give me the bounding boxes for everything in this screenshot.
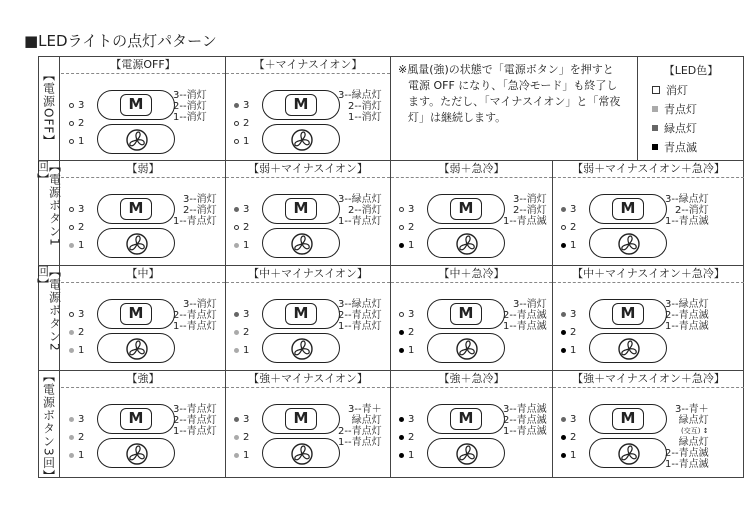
led-level-label: 3 xyxy=(570,309,577,320)
led-status-description xyxy=(503,194,547,227)
led-dot-icon xyxy=(561,243,566,248)
led-indicator-3 xyxy=(561,204,576,215)
led-indicator-2 xyxy=(234,118,249,129)
cell-header: 【強＋マイナスイオン】 xyxy=(226,370,390,388)
cell-header: 【強＋マイナスイオン＋急冷】 xyxy=(553,370,744,388)
led-indicator-3 xyxy=(234,309,249,320)
fan-button xyxy=(262,333,340,363)
mode-button xyxy=(589,194,667,224)
led-indicator-2 xyxy=(69,327,84,338)
led-indicator-3 xyxy=(561,414,576,425)
led-status-line: 3--緑点灯 xyxy=(338,90,382,101)
led-indicator-1 xyxy=(399,450,414,461)
led-dot-icon xyxy=(234,121,239,126)
fan-button xyxy=(97,124,175,154)
pattern-cell xyxy=(226,56,390,160)
pattern-cell xyxy=(226,265,390,370)
led-status-line: 1--青点灯 xyxy=(173,426,217,437)
led-level-label: 2 xyxy=(78,118,85,129)
led-level-label: 2 xyxy=(570,222,577,233)
led-dot-icon xyxy=(652,125,658,131)
pattern-cell xyxy=(226,370,390,478)
led-status-line: 3--消灯 xyxy=(513,299,547,310)
fan-button xyxy=(589,333,667,363)
led-indicator-1 xyxy=(69,345,84,356)
led-status-line: 2--青点滅 xyxy=(665,310,709,321)
fan-button xyxy=(262,438,340,468)
led-level-label: 3 xyxy=(243,309,250,320)
led-level-label: 3 xyxy=(408,204,415,215)
led-dot-icon xyxy=(234,207,239,212)
led-dot-icon xyxy=(69,103,74,108)
led-dot-icon xyxy=(69,225,74,230)
cell-header: 【弱＋急冷】 xyxy=(391,160,552,178)
led-indicator-1 xyxy=(561,240,576,251)
led-level-label: 2 xyxy=(570,327,577,338)
pattern-cell xyxy=(61,370,225,478)
pattern-cell xyxy=(391,160,552,265)
led-dot-icon xyxy=(561,207,566,212)
led-dot-icon xyxy=(234,103,239,108)
led-status-line: 3--青＋ xyxy=(348,404,382,415)
led-indicator-1 xyxy=(69,450,84,461)
mode-button-label: M xyxy=(285,408,317,430)
mode-button-label: M xyxy=(450,408,482,430)
legend-item-blink: 青点滅 xyxy=(652,139,697,155)
led-level-label: 3 xyxy=(78,309,85,320)
led-level-label: 1 xyxy=(570,240,577,251)
cell-header: 【中＋マイナスイオン＋急冷】 xyxy=(553,265,744,283)
led-status-line: 3--青＋ xyxy=(675,404,709,415)
led-status-line: 1--青点滅 xyxy=(665,321,709,332)
mode-button-label: M xyxy=(120,408,152,430)
side-label-press-2: 【電源ボタン2回】 xyxy=(38,265,60,370)
led-dot-icon xyxy=(69,348,74,353)
led-status-line: 1--青点灯 xyxy=(338,437,382,448)
led-indicator-2 xyxy=(234,327,249,338)
led-status-line: 2--青点灯 xyxy=(338,310,382,321)
led-level-label: 1 xyxy=(408,345,415,356)
led-indicator-3 xyxy=(69,309,84,320)
led-dot-icon xyxy=(399,435,404,440)
led-status-description xyxy=(173,90,207,123)
led-dot-icon xyxy=(399,417,404,422)
led-dot-icon xyxy=(652,144,658,150)
mode-button xyxy=(262,299,340,329)
led-status-line: 1--青点滅 xyxy=(503,321,547,332)
legend-header: 【LED色】 xyxy=(663,64,719,77)
side-label-press-3: 【電源ボタン3回】 xyxy=(38,370,60,478)
note-text: ※風量(強)の状態で「電源ボタン」を押すと 電源 OFF になり、「急冷モード」も終了し ます。ただし、「マイナスイオン」と「常夜 灯」は継続します。 xyxy=(398,63,621,124)
mode-button-label: M xyxy=(120,198,152,220)
cell-header: 【強＋急冷】 xyxy=(391,370,552,388)
led-status-line: 1--青点灯 xyxy=(173,321,217,332)
led-status-line: 2--青点灯 xyxy=(173,415,217,426)
fan-button xyxy=(97,228,175,258)
led-level-label: 2 xyxy=(78,432,85,443)
mode-button xyxy=(97,299,175,329)
legend-item-green: 緑点灯 xyxy=(652,120,697,136)
led-status-description xyxy=(338,90,382,123)
fan-button xyxy=(262,228,340,258)
led-level-label: 2 xyxy=(570,432,577,443)
mode-button-label: M xyxy=(120,303,152,325)
led-indicator-1 xyxy=(69,136,84,147)
led-dot-icon xyxy=(399,453,404,458)
mode-button xyxy=(589,404,667,434)
led-status-line: 3--消灯 xyxy=(183,299,217,310)
fan-button xyxy=(97,333,175,363)
led-status-description xyxy=(338,299,382,332)
led-level-label: 3 xyxy=(243,414,250,425)
led-level-label: 2 xyxy=(243,118,250,129)
pattern-cell xyxy=(553,160,744,265)
led-status-description xyxy=(665,404,709,470)
led-indicator-2 xyxy=(234,222,249,233)
led-indicator-2 xyxy=(399,327,414,338)
led-dot-icon xyxy=(234,225,239,230)
led-level-label: 2 xyxy=(78,327,85,338)
pattern-cell xyxy=(61,56,225,160)
led-status-line: 2--消灯 xyxy=(348,101,382,112)
led-status-description xyxy=(503,404,547,437)
led-indicator-1 xyxy=(234,450,249,461)
led-indicator-3 xyxy=(399,309,414,320)
cell-header: 【弱＋マイナスイオン＋急冷】 xyxy=(553,160,744,178)
pattern-cell xyxy=(226,160,390,265)
fan-button xyxy=(427,438,505,468)
led-dot-icon xyxy=(69,453,74,458)
led-status-line: 3--緑点灯 xyxy=(338,194,382,205)
led-dot-icon xyxy=(561,453,566,458)
led-status-line: 緑点灯 xyxy=(678,415,709,426)
mode-button xyxy=(262,194,340,224)
led-dot-icon xyxy=(234,243,239,248)
led-status-line: 2--消灯 xyxy=(183,205,217,216)
led-indicator-3 xyxy=(399,204,414,215)
fan-button xyxy=(262,124,340,154)
led-indicator-3 xyxy=(234,414,249,425)
mode-button xyxy=(427,404,505,434)
led-dot-icon xyxy=(399,243,404,248)
led-status-description xyxy=(173,299,217,332)
led-dot-icon xyxy=(561,312,566,317)
side-label-power-off: 【電源OFF】 xyxy=(38,56,60,160)
led-indicator-2 xyxy=(561,432,576,443)
cell-header: 【中】 xyxy=(61,265,225,283)
led-level-label: 3 xyxy=(408,414,415,425)
led-indicator-3 xyxy=(399,414,414,425)
led-status-line: 1--青点灯 xyxy=(173,216,217,227)
led-indicator-2 xyxy=(399,222,414,233)
led-level-label: 3 xyxy=(243,204,250,215)
mode-button xyxy=(97,404,175,434)
mode-button-label: M xyxy=(285,303,317,325)
led-status-line: 1--青点灯 xyxy=(338,216,382,227)
led-dot-icon xyxy=(69,417,74,422)
led-status-line: 1--青点灯 xyxy=(338,321,382,332)
led-indicator-2 xyxy=(234,432,249,443)
led-level-label: 2 xyxy=(78,222,85,233)
pattern-cell xyxy=(391,265,552,370)
mode-button-label: M xyxy=(612,198,644,220)
led-indicator-3 xyxy=(69,414,84,425)
led-level-label: 1 xyxy=(570,450,577,461)
led-level-label: 3 xyxy=(570,204,577,215)
led-indicator-3 xyxy=(561,309,576,320)
led-level-label: 1 xyxy=(78,345,85,356)
cell-header: 【弱＋マイナスイオン】 xyxy=(226,160,390,178)
led-dot-icon xyxy=(69,243,74,248)
led-status-line: 1--消灯 xyxy=(348,112,382,123)
led-level-label: 3 xyxy=(78,100,85,111)
fan-button xyxy=(97,438,175,468)
led-status-line: 1--青点滅 xyxy=(503,426,547,437)
mode-button xyxy=(589,299,667,329)
led-dot-icon xyxy=(234,330,239,335)
led-status-line: 3--青点灯 xyxy=(173,404,217,415)
led-dot-icon xyxy=(69,139,74,144)
mode-button-label: M xyxy=(450,303,482,325)
led-status-description xyxy=(665,194,709,227)
cell-header: 【電源OFF】 xyxy=(61,56,225,74)
led-status-line: 3--消灯 xyxy=(513,194,547,205)
led-level-label: 1 xyxy=(243,136,250,147)
led-status-line: 緑点灯 xyxy=(351,415,382,426)
led-dot-icon xyxy=(69,312,74,317)
mode-button xyxy=(427,194,505,224)
led-status-line: (交互) ↕ xyxy=(681,427,709,435)
led-dot-icon xyxy=(234,417,239,422)
led-status-line: 2--青点灯 xyxy=(173,310,217,321)
led-level-label: 2 xyxy=(243,222,250,233)
side-label-press-1: 【電源ボタン1回】 xyxy=(38,160,60,265)
led-dot-icon xyxy=(234,348,239,353)
led-level-label: 1 xyxy=(243,345,250,356)
led-dot-icon xyxy=(69,207,74,212)
led-status-description xyxy=(173,194,217,227)
led-status-line: 3--消灯 xyxy=(173,90,207,101)
mode-button xyxy=(262,404,340,434)
led-indicator-1 xyxy=(561,345,576,356)
led-dot-icon xyxy=(561,330,566,335)
mode-button-label: M xyxy=(285,198,317,220)
cell-header: 【中＋マイナスイオン】 xyxy=(226,265,390,283)
led-level-label: 3 xyxy=(78,204,85,215)
led-level-label: 1 xyxy=(408,450,415,461)
mode-button xyxy=(427,299,505,329)
mode-button-label: M xyxy=(612,408,644,430)
led-indicator-1 xyxy=(69,240,84,251)
led-status-line: 3--緑点灯 xyxy=(665,299,709,310)
pattern-cell xyxy=(391,370,552,478)
led-status-line: 2--青点灯 xyxy=(338,426,382,437)
led-dot-icon xyxy=(652,86,660,94)
pattern-cell xyxy=(61,160,225,265)
led-dot-icon xyxy=(561,435,566,440)
led-status-description xyxy=(173,404,217,437)
led-status-line: 1--青点滅 xyxy=(665,459,709,470)
led-level-label: 2 xyxy=(408,432,415,443)
led-indicator-2 xyxy=(69,222,84,233)
led-level-label: 1 xyxy=(78,136,85,147)
led-level-label: 2 xyxy=(243,327,250,338)
led-indicator-2 xyxy=(561,327,576,338)
led-status-line: 2--青点滅 xyxy=(503,415,547,426)
led-status-line: 3--青点滅 xyxy=(503,404,547,415)
led-status-line: 緑点灯 xyxy=(678,437,709,448)
led-dot-icon xyxy=(561,225,566,230)
legend-item-blue: 青点灯 xyxy=(652,101,697,117)
led-level-label: 3 xyxy=(78,414,85,425)
led-level-label: 1 xyxy=(570,345,577,356)
led-indicator-3 xyxy=(234,204,249,215)
led-status-description xyxy=(338,194,382,227)
led-dot-icon xyxy=(234,453,239,458)
led-dot-icon xyxy=(399,312,404,317)
pattern-cell xyxy=(553,265,744,370)
led-status-line: 3--消灯 xyxy=(183,194,217,205)
led-status-line: 1--青点滅 xyxy=(665,216,709,227)
led-status-description xyxy=(665,299,709,332)
led-dot-icon xyxy=(234,312,239,317)
pattern-cell xyxy=(61,265,225,370)
led-level-label: 1 xyxy=(408,240,415,251)
led-level-label: 2 xyxy=(408,327,415,338)
led-level-label: 1 xyxy=(243,240,250,251)
led-indicator-1 xyxy=(561,450,576,461)
mode-button-label: M xyxy=(285,94,317,116)
fan-button xyxy=(427,228,505,258)
cell-header: 【中＋急冷】 xyxy=(391,265,552,283)
led-indicator-1 xyxy=(399,345,414,356)
led-status-line: 2--青点滅 xyxy=(665,448,709,459)
led-dot-icon xyxy=(561,348,566,353)
led-indicator-1 xyxy=(234,240,249,251)
led-indicator-2 xyxy=(69,118,84,129)
led-status-line: 2--消灯 xyxy=(173,101,207,112)
led-level-label: 2 xyxy=(243,432,250,443)
led-level-label: 3 xyxy=(243,100,250,111)
fan-button xyxy=(427,333,505,363)
led-dot-icon xyxy=(399,207,404,212)
led-dot-icon xyxy=(652,106,658,112)
fan-button xyxy=(589,228,667,258)
mode-button-label: M xyxy=(120,94,152,116)
led-level-label: 1 xyxy=(78,240,85,251)
led-dot-icon xyxy=(399,330,404,335)
led-level-label: 1 xyxy=(78,450,85,461)
led-status-line: 2--消灯 xyxy=(513,205,547,216)
mode-button xyxy=(97,194,175,224)
led-indicator-3 xyxy=(234,100,249,111)
led-indicator-1 xyxy=(399,240,414,251)
cell-header: 【＋マイナスイオン】 xyxy=(226,56,390,74)
led-status-line: 1--青点滅 xyxy=(503,216,547,227)
led-level-label: 3 xyxy=(570,414,577,425)
page-title: ■LEDライトの点灯パターン xyxy=(24,32,217,50)
led-status-line: 2--消灯 xyxy=(675,205,709,216)
led-level-label: 2 xyxy=(408,222,415,233)
led-status-line: 3--緑点灯 xyxy=(338,299,382,310)
pattern-cell xyxy=(553,370,744,478)
led-indicator-3 xyxy=(69,204,84,215)
led-indicator-3 xyxy=(69,100,84,111)
mode-button xyxy=(97,90,175,120)
mode-button xyxy=(262,90,340,120)
led-dot-icon xyxy=(399,225,404,230)
led-indicator-2 xyxy=(69,432,84,443)
led-indicator-2 xyxy=(399,432,414,443)
led-status-description xyxy=(338,404,382,448)
legend-item-off: 消灯 xyxy=(652,82,688,98)
led-dot-icon xyxy=(69,330,74,335)
led-dot-icon xyxy=(234,435,239,440)
led-level-label: 3 xyxy=(408,309,415,320)
led-dot-icon xyxy=(399,348,404,353)
led-dot-icon xyxy=(234,139,239,144)
led-indicator-2 xyxy=(561,222,576,233)
led-indicator-1 xyxy=(234,136,249,147)
led-status-description xyxy=(503,299,547,332)
led-level-label: 1 xyxy=(243,450,250,461)
led-dot-icon xyxy=(69,121,74,126)
mode-button-label: M xyxy=(612,303,644,325)
led-status-line: 1--消灯 xyxy=(173,112,207,123)
fan-button xyxy=(589,438,667,468)
led-status-line: 3--緑点灯 xyxy=(665,194,709,205)
led-status-line: 2--消灯 xyxy=(348,205,382,216)
mode-button-label: M xyxy=(450,198,482,220)
led-dot-icon xyxy=(69,435,74,440)
led-indicator-1 xyxy=(234,345,249,356)
led-dot-icon xyxy=(561,417,566,422)
cell-header: 【弱】 xyxy=(61,160,225,178)
cell-header: 【強】 xyxy=(61,370,225,388)
led-status-line: 2--青点滅 xyxy=(503,310,547,321)
